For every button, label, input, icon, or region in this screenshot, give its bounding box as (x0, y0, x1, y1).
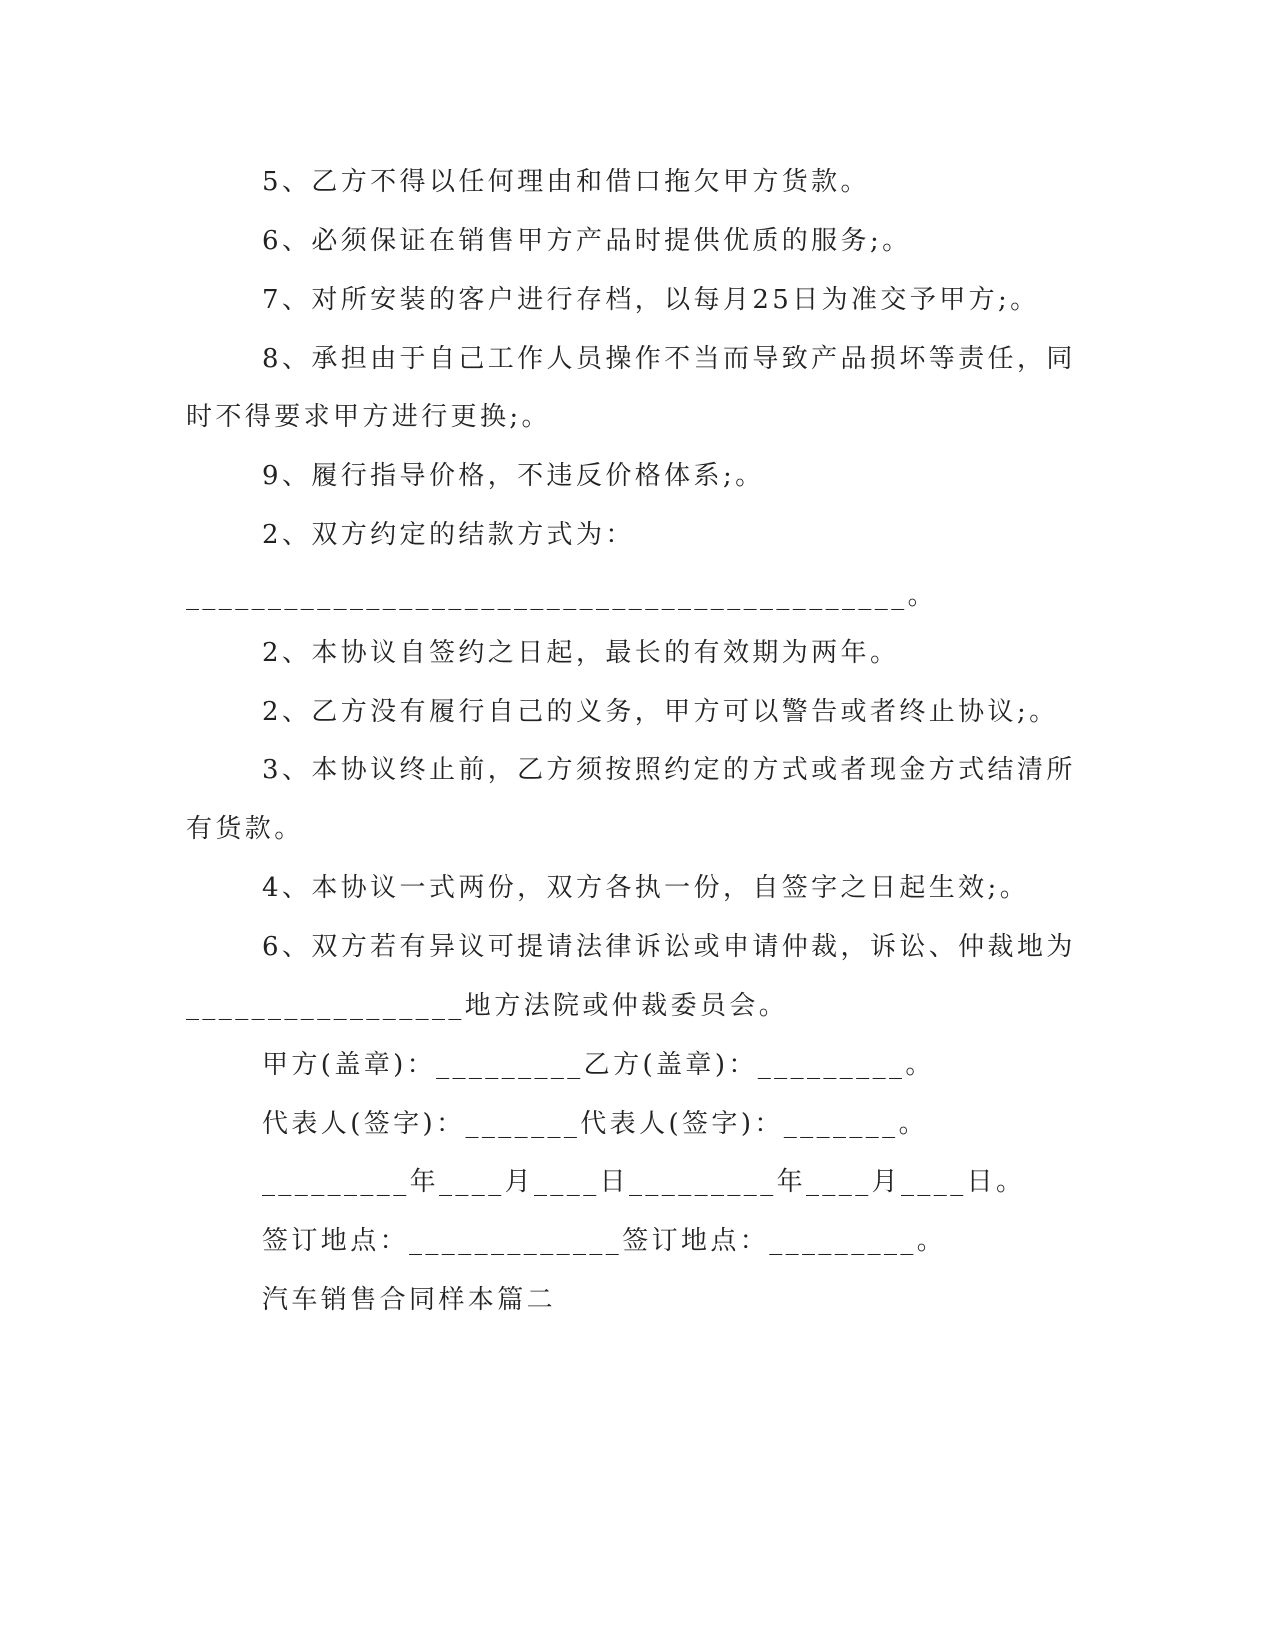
settlement-continuation: 有货款。 (186, 814, 304, 844)
clause-9-line: 9、履行指导价格，不违反价格体系;。 (262, 461, 765, 491)
validity-line: 2、本协议自签约之日起，最长的有效期为两年。 (262, 638, 900, 668)
seal-line: 甲方(盖章)：_________乙方(盖章)：_________。 (262, 1050, 935, 1080)
clause-7-line: 7、对所安装的客户进行存档，以每月25日为准交予甲方;。 (262, 285, 1040, 315)
clause-8-continuation: 时不得要求甲方进行更换;。 (186, 402, 551, 432)
payment-method-blank: ____________________________________________。 (186, 581, 937, 611)
settlement-line: 3、本协议终止前，乙方须按照约定的方式或者现金方式结清所 (262, 755, 1076, 785)
section-heading: 汽车销售合同样本篇二 (262, 1285, 557, 1315)
copies-line: 4、本协议一式两份，双方各执一份，自签字之日起生效;。 (262, 873, 1030, 903)
representative-line: 代表人(签字)：_______代表人(签字)：_______。 (262, 1109, 928, 1139)
termination-line: 2、乙方没有履行自己的义务，甲方可以警告或者终止协议;。 (262, 697, 1059, 727)
clause-6-line: 6、必须保证在销售甲方产品时提供优质的服务;。 (262, 226, 912, 256)
date-line: _________年____月____日_________年____月____日。 (262, 1167, 1026, 1197)
payment-method-line: 2、双方约定的结款方式为： (262, 520, 635, 550)
dispute-continuation: _________________地方法院或仲裁委员会。 (186, 991, 789, 1021)
clause-8-line: 8、承担由于自己工作人员操作不当而导致产品损坏等责任，同 (262, 344, 1076, 374)
dispute-line: 6、双方若有异议可提请法律诉讼或申请仲裁，诉讼、仲裁地为 (262, 932, 1076, 962)
signing-place-line: 签订地点：_____________签订地点：_________。 (262, 1226, 947, 1256)
clause-5-line: 5、乙方不得以任何理由和借口拖欠甲方货款。 (262, 167, 870, 197)
